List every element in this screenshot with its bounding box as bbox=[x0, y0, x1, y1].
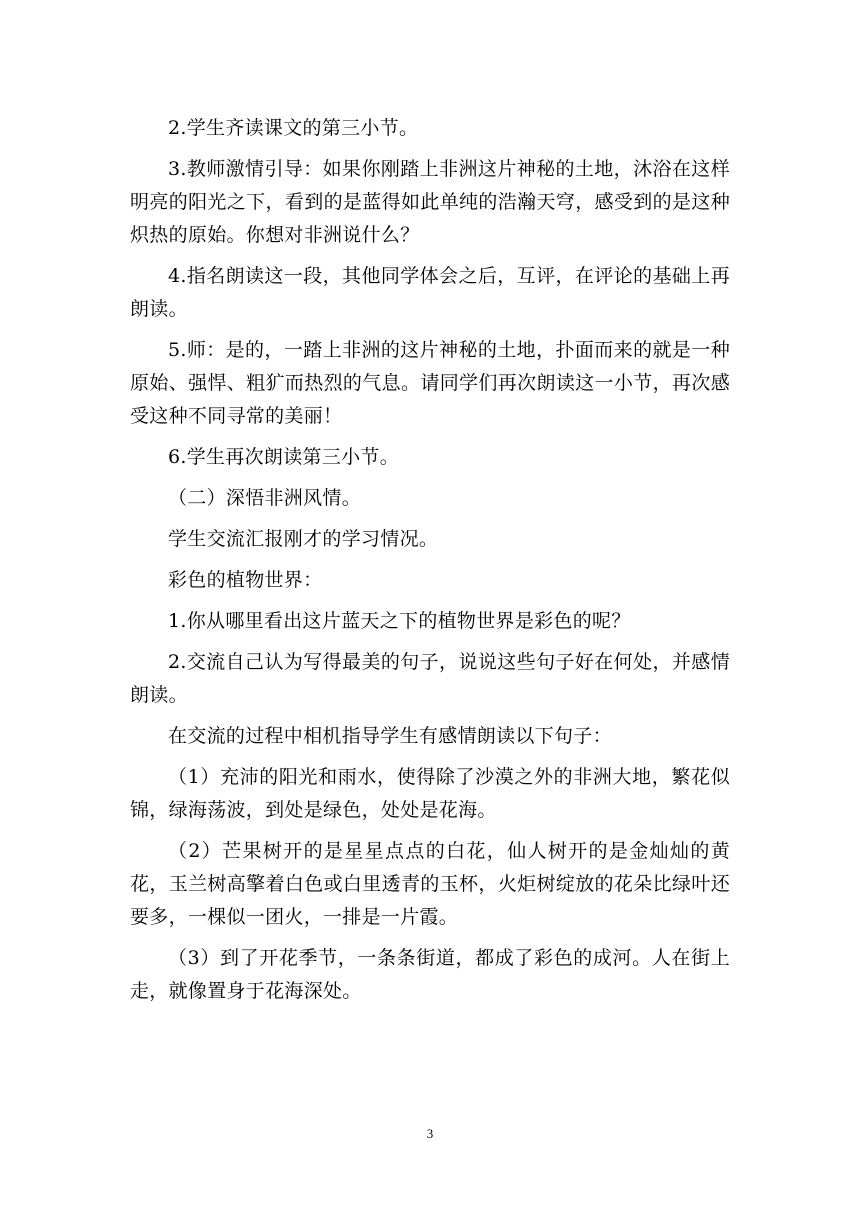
paragraph-4: 5.师：是的，一踏上非洲的这片神秘的土地，扑面而来的就是一种原始、强悍、粗犷而热烈的气息。请同学们再次朗读这一小节，再次感受这种不同寻常的美丽！ bbox=[130, 339, 730, 427]
section-heading: （二）深悟非洲风情。 bbox=[168, 487, 362, 509]
paragraph-1: 2.学生齐读课文的第三小节。 bbox=[168, 117, 419, 139]
paragraph-7: 学生交流汇报刚才的学习情况。 bbox=[168, 528, 439, 550]
sentence-3: （3）到了开花季节，一条条街道，都成了彩色的成河。人在街上走，就像置身于花海深处。 bbox=[130, 947, 730, 1002]
paragraph-3: 4.指名朗读这一段，其他同学体会之后，互评，在评论的基础上再朗读。 bbox=[130, 265, 730, 320]
guidance-paragraph: 在交流的过程中相机指导学生有感情朗读以下句子： bbox=[168, 725, 612, 747]
question-2: 2.交流自己认为写得最美的句子，说说这些句子好在何处，并感情朗读。 bbox=[130, 651, 730, 706]
sentence-2: （2）芒果树开的是星星点点的白花，仙人树开的是金灿灿的黄花，玉兰树高擎着白色或白里透青的玉杯，火炬树绽放的花朵比绿叶还要多，一棵似一团火，一排是一片霞。 bbox=[130, 840, 730, 928]
page-number: 3 bbox=[426, 1126, 434, 1141]
question-1: 1.你从哪里看出这片蓝天之下的植物世界是彩色的呢？ bbox=[168, 610, 631, 632]
sentence-1: （1）充沛的阳光和雨水，使得除了沙漠之外的非洲大地，繁花似锦，绿海荡波，到处是绿色，处处是花海。 bbox=[130, 766, 730, 821]
document-body bbox=[130, 112, 730, 1008]
paragraph-5: 6.学生再次朗读第三小节。 bbox=[168, 446, 400, 468]
subheading-plants: 彩色的植物世界： bbox=[168, 569, 323, 591]
paragraph-2: 3.教师激情引导：如果你刚踏上非洲这片神秘的土地，沐浴在这样明亮的阳光之下，看到的是蓝得如此单纯的浩瀚天穹，感受到的是这种炽热的原始。你想对非洲说什么？ bbox=[130, 158, 730, 246]
